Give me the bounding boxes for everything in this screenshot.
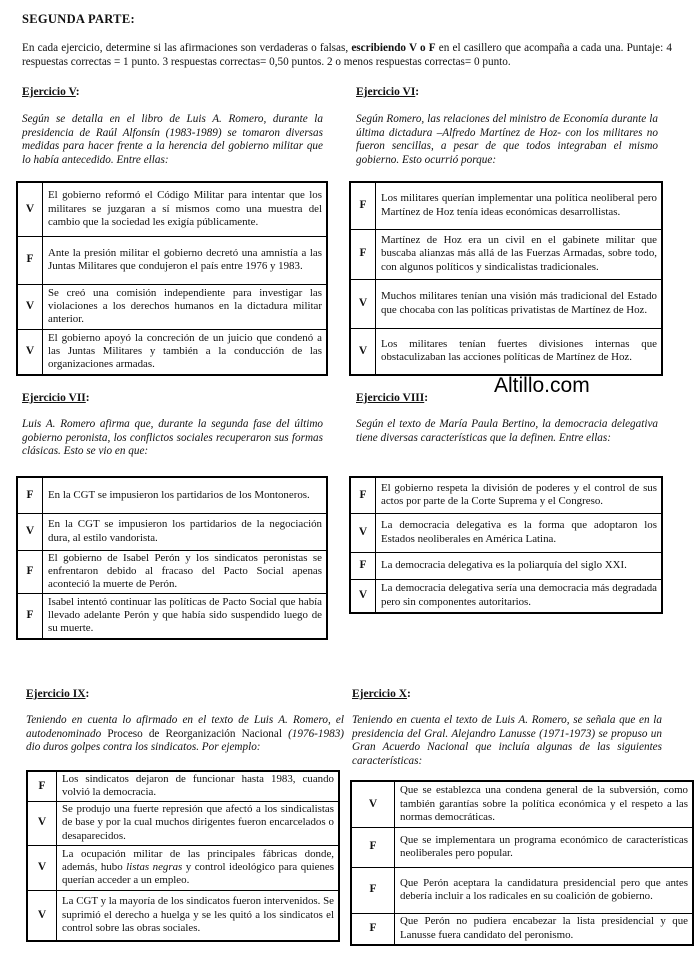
statement: La democracia delegativa sería una democracia más degradada pero sin componentes autoritarios. xyxy=(376,579,663,613)
table-row xyxy=(350,477,662,513)
table-row xyxy=(351,827,693,867)
exercise-7-table xyxy=(16,476,328,640)
statement: El gobierno de Isabel Perón y los sindicatos peronistas se enfrentaron debido al fracaso del Pacto Social apenas aconteció la muerte de Perón. xyxy=(43,550,328,593)
statement: Que Perón no pudiera encabezar la lista presidencial y que Lanusse fuera candidato del peronismo. xyxy=(395,913,694,945)
page-title: SEGUNDA PARTE: xyxy=(22,12,135,26)
statement: Los militares tenían fuertes divisiones internas que obstaculizaban las acciones políticas de Martínez de Hoz. xyxy=(376,328,663,375)
answer-box[interactable]: F xyxy=(17,593,43,639)
answer-box[interactable]: V xyxy=(27,801,57,845)
statement: Que se implementara un programa económico de características neoliberales pero popular. xyxy=(395,827,694,867)
answer-box[interactable]: F xyxy=(351,827,395,867)
exercise-10-title: Ejercicio X: xyxy=(352,688,411,700)
statement: Se produjo una fuerte represión que afectó a los sindicalistas de base y por la cual muchos dirigentes fueron encarcelados o desaparecidos. xyxy=(57,801,340,845)
answer-box[interactable]: F xyxy=(351,867,395,913)
table-row xyxy=(351,913,693,945)
statement: El gobierno reformó el Código Militar para intentar que los militares se juzgaran a sí mismos como una muestra del cambio que la sociedad les exigía públicamente. xyxy=(43,182,328,236)
exercise-9-table xyxy=(26,770,340,942)
intro-text-end: (1976-1983) dio duros golpes contra los sindicatos. Por ejemplo: xyxy=(26,727,345,754)
table-row xyxy=(17,182,327,236)
statement: El gobierno apoyó la concreción de un juicio que condenó a las Juntas Militares y también a la conducción de las organizaciones armadas. xyxy=(43,329,328,375)
exercise-5-intro: Según se detalla en el libro de Luis A. Romero, durante la presidencia de Raúl Alfonsín (1983-1989) se tomaron diversas medidas para hacer frente a la herencia del gobierno militar que lo había antecedido. Entre ellas: xyxy=(22,113,323,167)
table-row xyxy=(27,771,339,801)
exercise-10-table xyxy=(350,780,694,946)
statement: Ante la presión militar el gobierno decretó una amnistía a las Juntas Militares que condujeron el país entre 1976 y 1983. xyxy=(43,236,328,284)
table-row xyxy=(350,579,662,613)
exercise-7-intro: Luis A. Romero afirma que, durante la segunda fase del último gobierno peronista, los conflictos sociales recuperaron sus formas clásicas. Esto se vio en que: xyxy=(22,418,323,458)
answer-box[interactable]: F xyxy=(350,229,376,279)
intro-emphasis: Proceso de Reorganización Nacional xyxy=(107,727,282,740)
answer-box[interactable]: V xyxy=(27,890,57,941)
statement: Se creó una comisión independiente para investigar las violaciones a los derechos humanos en la dictadura militar anterior. xyxy=(43,284,328,329)
answer-box[interactable]: V xyxy=(27,845,57,890)
statement: En la CGT se impusieron los partidarios de los Montoneros. xyxy=(43,477,328,513)
answer-box[interactable]: F xyxy=(350,182,376,229)
exercise-9-intro xyxy=(26,714,344,755)
table-row xyxy=(17,477,327,513)
statement: Muchos militares tenían una visión más tradicional del Estado que chocaba con las políticas privatistas de Martínez de Hoz. xyxy=(376,279,663,328)
statement: Los sindicatos dejaron de funcionar hasta 1983, cuando volvió la democracia. xyxy=(57,771,340,801)
answer-box[interactable]: F xyxy=(351,913,395,945)
answer-box[interactable]: V xyxy=(17,182,43,236)
exercise-5-table xyxy=(16,181,328,376)
answer-box[interactable]: F xyxy=(350,477,376,513)
table-row xyxy=(351,781,693,827)
table-row xyxy=(27,890,339,941)
table-row xyxy=(27,845,339,890)
table-row xyxy=(350,328,662,375)
answer-box[interactable]: F xyxy=(17,477,43,513)
exercise-10-intro: Teniendo en cuenta el texto de Luis A. Romero, se señala que en la presidencia del Gral. Alejandro Lanusse (1971-1973) se propuso un Gran Acuerdo Nacional que incluía algunas de las siguientes características: xyxy=(352,714,662,768)
answer-box[interactable]: F xyxy=(350,552,376,579)
table-row xyxy=(350,229,662,279)
table-row xyxy=(17,550,327,593)
statement: El gobierno respeta la división de poderes y el control de sus actos por parte de la Corte Suprema y el Congreso. xyxy=(376,477,663,513)
exercise-6-table xyxy=(349,181,663,376)
table-row xyxy=(17,329,327,375)
instructions-text-end: en el casillero que acompaña a cada una. Puntaje: 4 respuestas correctas = 1 punto. 3 respuestas correctas= 0,50 puntos. 2 o menos respuestas correctas= 0 punto. xyxy=(22,42,672,68)
statement: La ocupación militar de las principales fábricas donde, además, hubo listas negras y control ideológico para quienes querían acceder a un empleo. xyxy=(57,845,340,890)
statement: Isabel intentó continuar las políticas de Pacto Social que había llevado adelante Perón y que había sido suspendido luego de su muerte. xyxy=(43,593,328,639)
statement-emphasis: listas negras xyxy=(126,860,183,873)
statement: Que Perón aceptara la candidatura presidencial pero que antes debería incluir a los radicales en su coalición de gobierno. xyxy=(395,867,694,913)
intro-text: Teniendo en cuenta lo afirmado en el texto de Luis A. Romero, el autodenominado xyxy=(26,714,344,740)
table-row xyxy=(350,279,662,328)
table-row xyxy=(351,867,693,913)
answer-box[interactable]: V xyxy=(350,579,376,613)
exercise-8-table xyxy=(349,476,663,614)
exercise-6-intro: Según Romero, las relaciones del ministro de Economía durante la última dictadura –Alfredo Martínez de Hoz- con los militares no fueron sencillas, a pesar de que todos integraban el mismo gobierno. Esto ocurrió porque: xyxy=(356,113,658,167)
answer-box[interactable]: V xyxy=(350,513,376,552)
table-row xyxy=(17,593,327,639)
exercise-8-intro: Según el texto de María Paula Bertino, la democracia delegativa tiene diversas características que la definen. Entre ellas: xyxy=(356,418,658,444)
statement: La democracia delegativa es la forma que adoptaron los Estados neoliberales en América Latina. xyxy=(376,513,663,552)
table-row xyxy=(350,182,662,229)
answer-box[interactable]: V xyxy=(17,329,43,375)
table-row xyxy=(17,284,327,329)
statement: Martínez de Hoz era un civil en el gabinete militar que buscaba alianzas más allá de las Fuerzas Armadas, sobre todo, con algunos políticos y sindicalistas tradicionales. xyxy=(376,229,663,279)
watermark-text: Altillo.com xyxy=(494,374,590,397)
exercise-9-title: Ejercicio IX: xyxy=(26,688,90,700)
answer-box[interactable]: V xyxy=(350,279,376,328)
exercise-8-title: Ejercicio VIII: xyxy=(356,392,429,404)
table-row xyxy=(17,236,327,284)
exercise-6-title: Ejercicio VI: xyxy=(356,86,420,98)
answer-box[interactable]: F xyxy=(17,236,43,284)
statement: La democracia delegativa es la poliarquía del siglo XXI. xyxy=(376,552,663,579)
answer-box[interactable]: F xyxy=(27,771,57,801)
answer-box[interactable]: F xyxy=(17,550,43,593)
exercise-5-title: Ejercicio V: xyxy=(22,86,80,98)
instructions xyxy=(22,41,672,69)
statement: La CGT y la mayoría de los sindicatos fueron intervenidos. Se suprimió el derecho a huelga y se les quitó a los sindicatos el control sobre las obras sociales. xyxy=(57,890,340,941)
statement: Los militares querían implementar una política neoliberal pero Martínez de Hoz tenía ideas económicas desarrollistas. xyxy=(376,182,663,229)
statement: En la CGT se impusieron los partidarios de la negociación dura, al estilo vandorista. xyxy=(43,513,328,550)
table-row xyxy=(27,801,339,845)
exercise-7-title: Ejercicio VII: xyxy=(22,392,90,404)
instructions-text: En cada ejercicio, determine si las afirmaciones son verdaderas o falsas, xyxy=(22,42,352,54)
answer-box[interactable]: V xyxy=(350,328,376,375)
statement: Que se establezca una condena general de la subversión, como también garantías sobre la política económica y el respeto a las normas democráticas. xyxy=(395,781,694,827)
answer-box[interactable]: V xyxy=(351,781,395,827)
table-row xyxy=(17,513,327,550)
table-row xyxy=(350,552,662,579)
answer-box[interactable]: V xyxy=(17,284,43,329)
instructions-emphasis: escribiendo V o F xyxy=(351,42,436,54)
answer-box[interactable]: V xyxy=(17,513,43,550)
table-row xyxy=(350,513,662,552)
